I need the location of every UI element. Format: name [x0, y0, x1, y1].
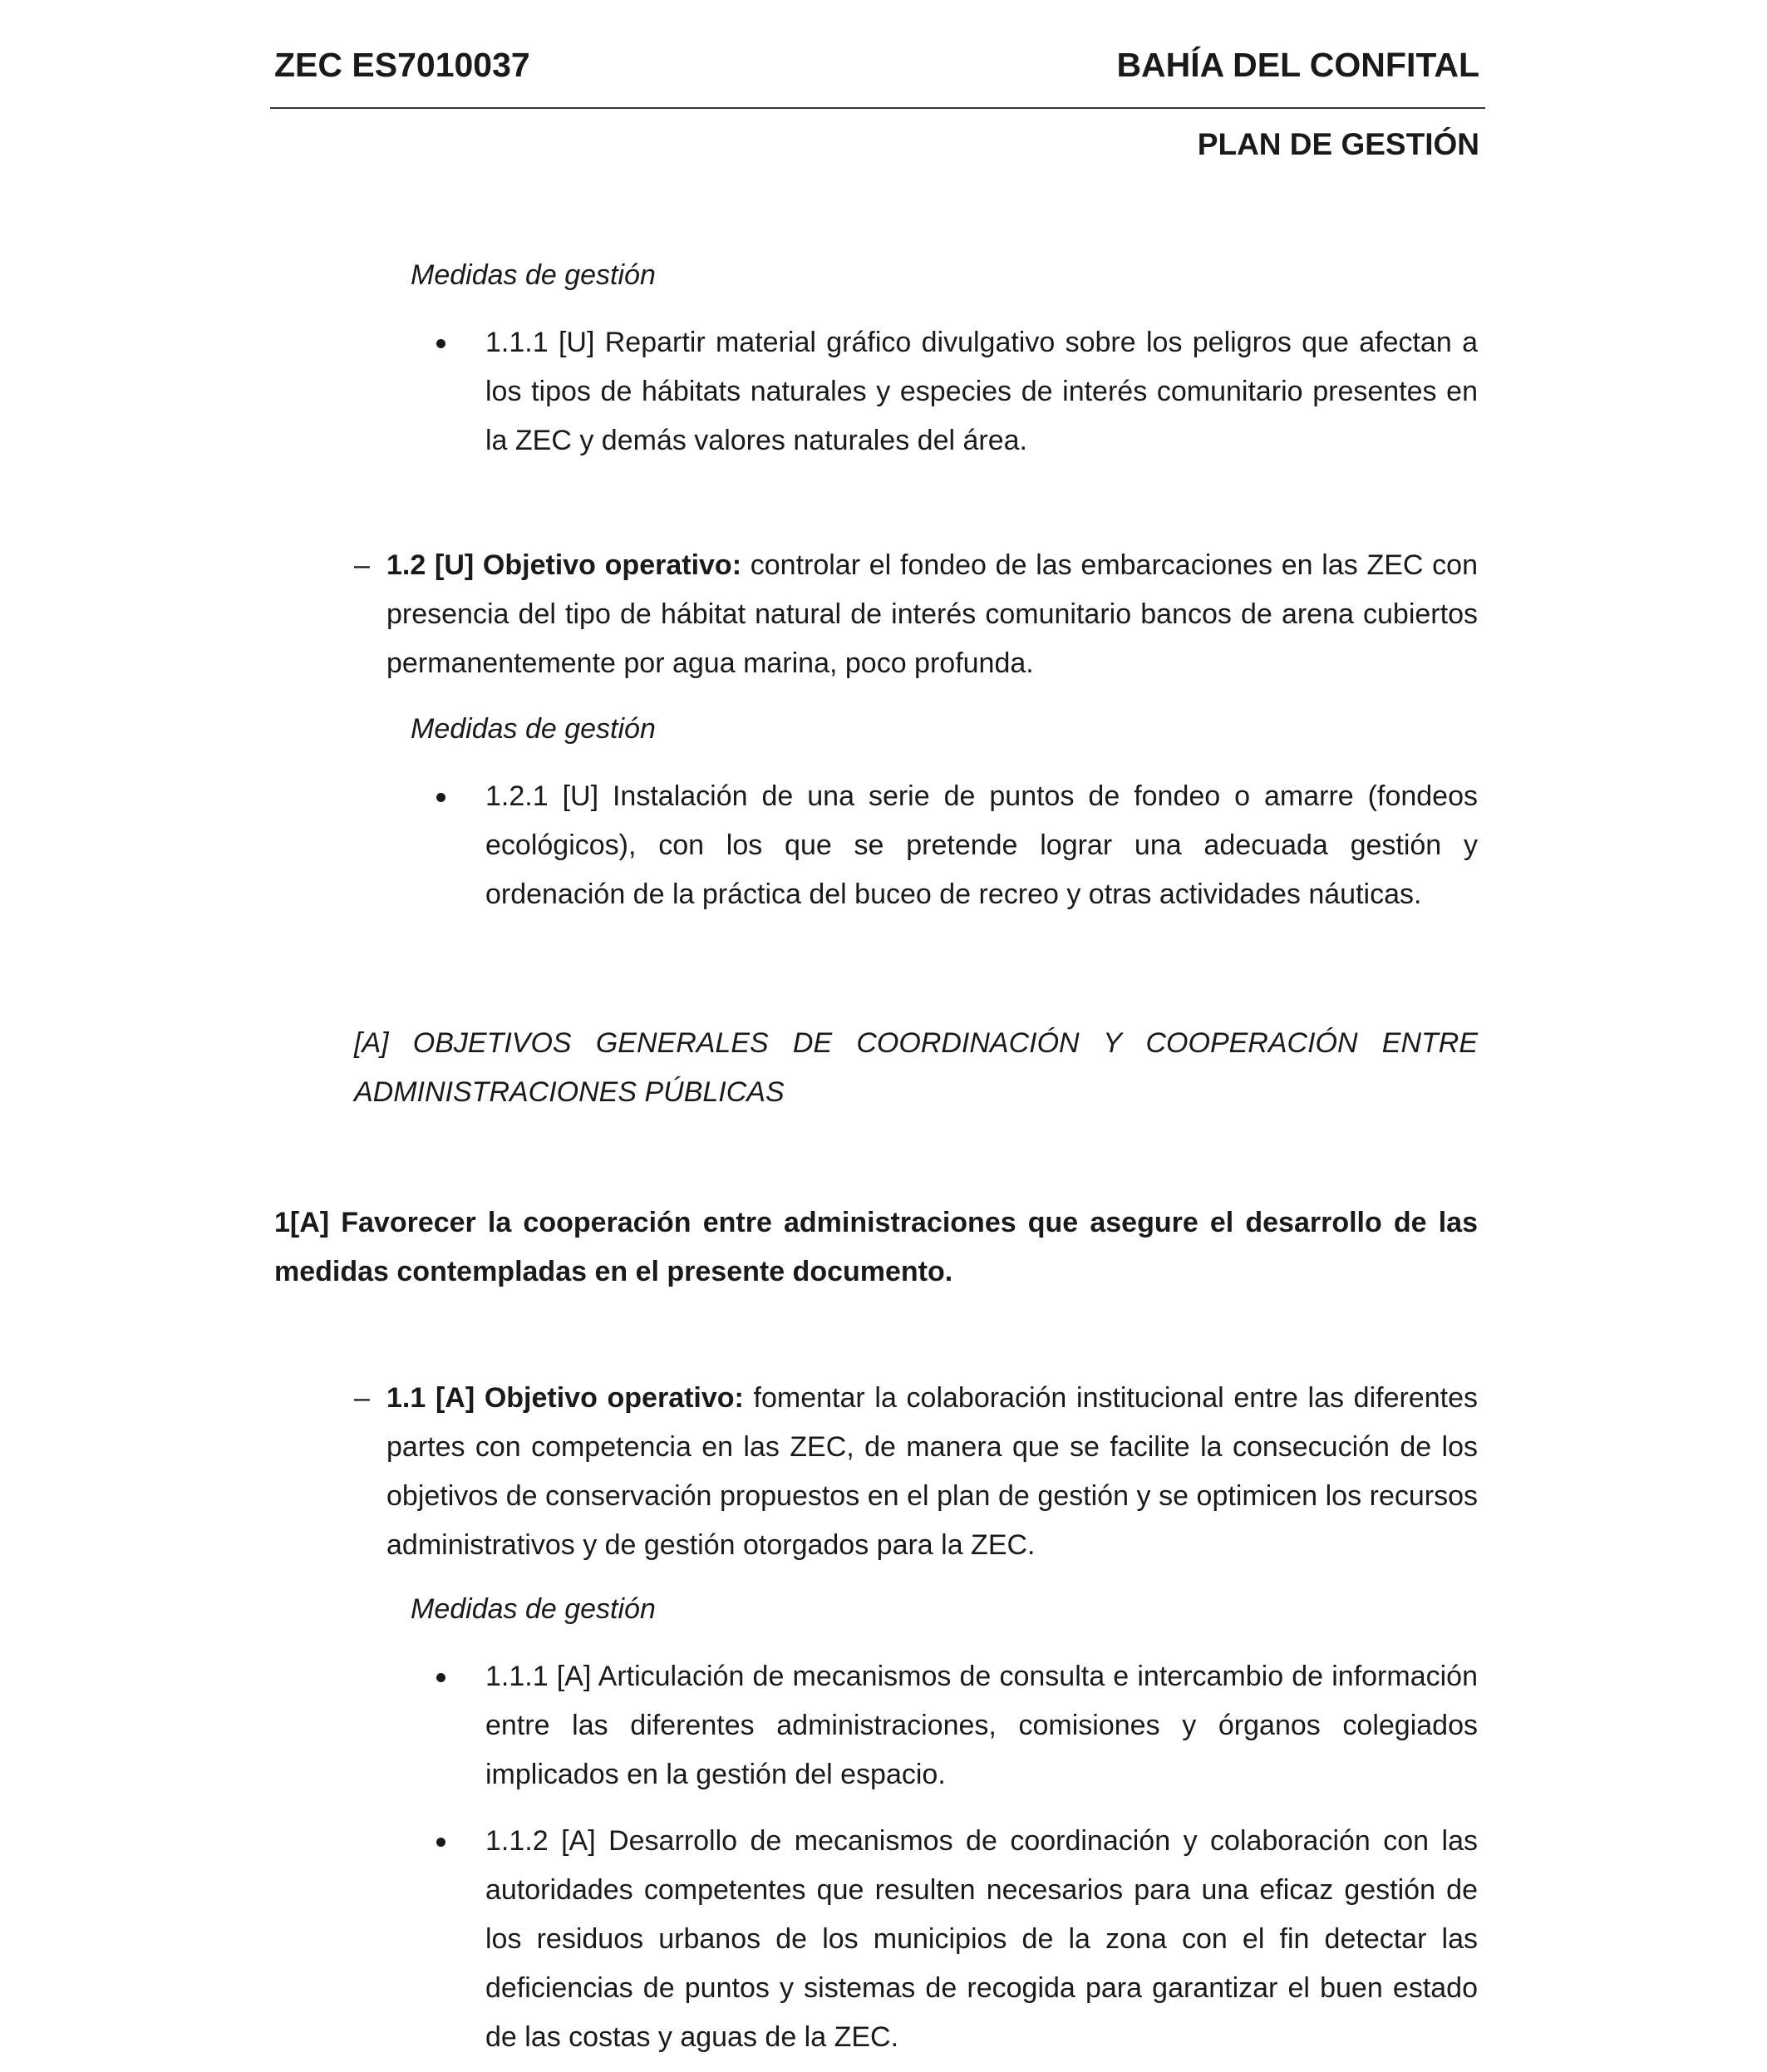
general-goal: 1[A] Favorecer la cooperación entre administraciones que asegure el desarrollo de las medidas contempladas en el presente documento. — [274, 1207, 1478, 1287]
dash-marker: – — [354, 549, 370, 581]
header-zec-code: ZEC ES7010037 — [274, 46, 530, 84]
bullet-icon — [436, 1673, 445, 1682]
dash-marker: – — [354, 1382, 370, 1414]
objective-text: fomentar la colaboración institucional entre las diferentes partes con competencia en las ZEC, de manera que se facilite la consecución de los objetivos de conservación propuestos en el plan de gestión y se optimicen los recursos administrativos y de gestión otorgados para la ZEC. — [386, 1382, 1478, 1561]
header-document-title: PLAN DE GESTIÓN — [1197, 127, 1479, 161]
bullet-icon — [436, 339, 445, 348]
measure-item: 1.1.2 [A] Desarrollo de mecanismos de coordinación y colaboración con las autoridades competentes que resulten necesarios para una eficaz gestión de los residuos urbanos de los municipios de la zona con el fin detectar las deficiencias de puntos y sistemas de recogida para garantizar el buen estado de las costas y aguas de la ZEC. — [485, 1825, 1478, 2053]
objective-label: 1.2 [U] Objetivo operativo: — [386, 549, 742, 581]
bullet-icon — [436, 1838, 445, 1847]
medidas-label: Medidas de gestión — [411, 713, 656, 745]
measure-item: 1.2.1 [U] Instalación de una serie de puntos de fondeo o amarre (fondeos ecológicos), con los que se pretende lograr una adecuada gestión y ordenación de la práctica del buceo de recreo y otras actividades náuticas. — [485, 780, 1478, 910]
header-divider — [270, 107, 1485, 109]
measure-item: 1.1.1 [U] Repartir material gráfico divulgativo sobre los peligros que afectan a los tipos de hábitats naturales y especies de interés comunitario presentes en la ZEC y demás valores naturales del área. — [485, 327, 1478, 456]
operational-objective — [386, 1374, 1478, 1570]
general-objectives-heading: [A] OBJETIVOS GENERALES DE COORDINACIÓN Y COOPERACIÓN ENTRE ADMINISTRACIONES PÚBLICAS — [354, 1027, 1478, 1108]
header-site-name: BAHÍA DEL CONFITAL — [1116, 46, 1479, 84]
objective-text: controlar el fondeo de las embarcaciones en las ZEC con presencia del tipo de hábitat natural de interés comunitario bancos de arena cubiertos permanentemente por agua marina, poco profunda. — [386, 549, 1478, 679]
medidas-label: Medidas de gestión — [411, 259, 656, 291]
bullet-icon — [436, 793, 445, 802]
medidas-label: Medidas de gestión — [411, 1593, 656, 1625]
measure-item: 1.1.1 [A] Articulación de mecanismos de consulta e intercambio de información entre las diferentes administraciones, comisiones y órganos colegiados implicados en la gestión del espacio. — [485, 1661, 1478, 1790]
operational-objective — [386, 541, 1478, 688]
objective-label: 1.1 [A] Objetivo operativo: — [386, 1382, 744, 1414]
